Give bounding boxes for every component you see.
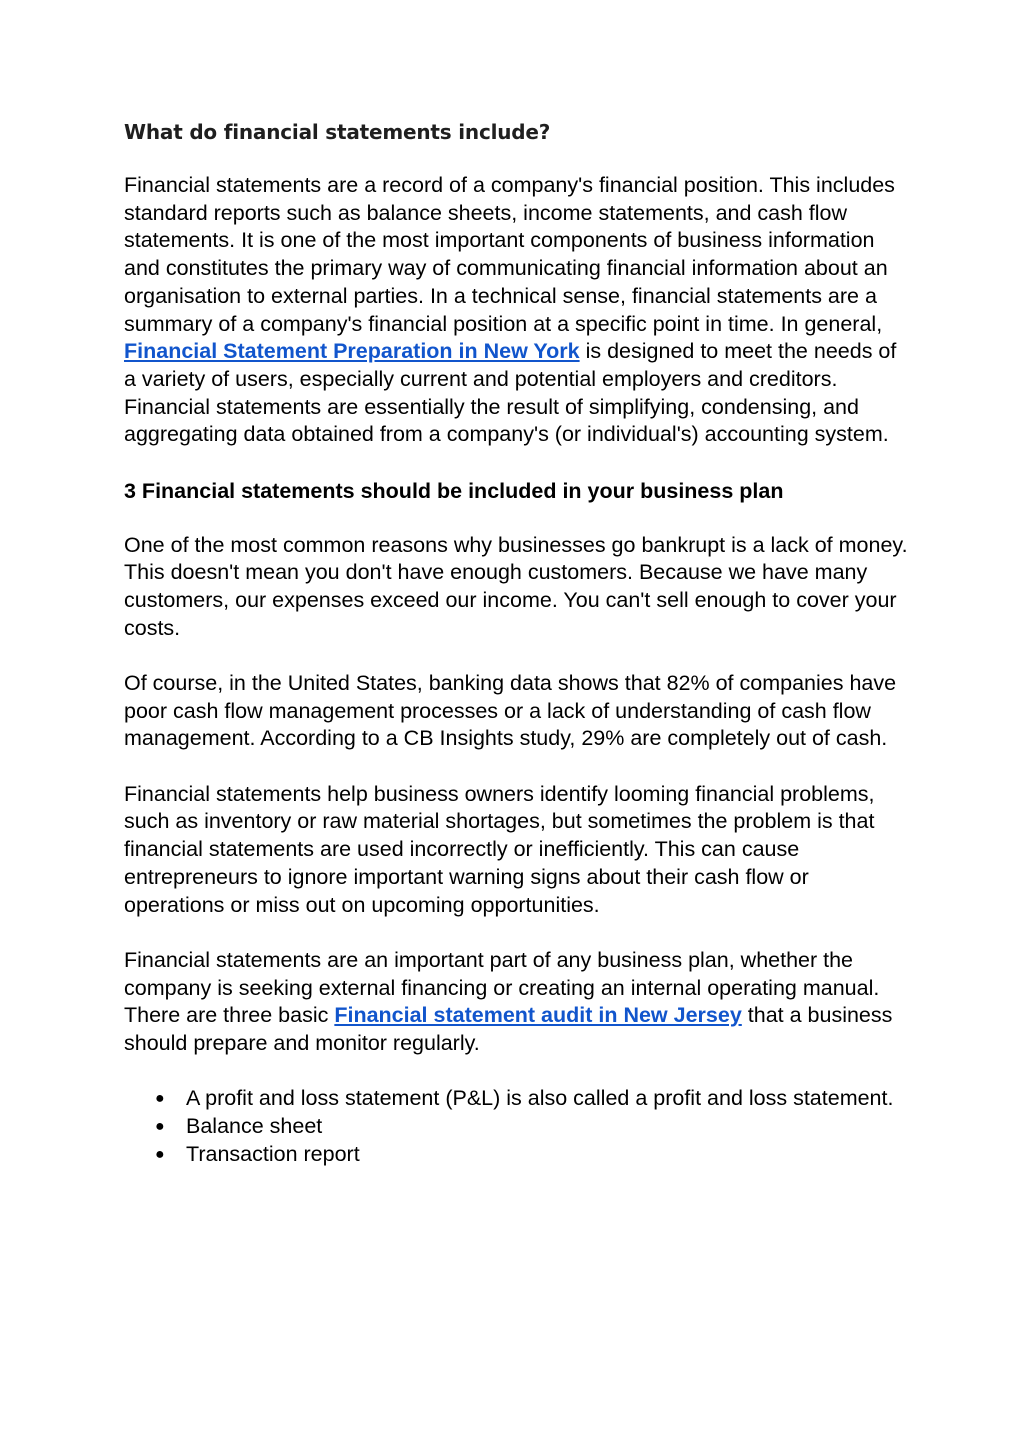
statements-list: [124, 1085, 914, 1168]
intro-paragraph: [124, 172, 914, 449]
list-item-text: Balance sheet: [186, 1113, 323, 1138]
bullet-icon: ●: [155, 1117, 165, 1135]
financial-statement-preparation-link[interactable]: Financial Statement Preparation in New York: [124, 339, 580, 364]
bullet-icon: ●: [155, 1145, 165, 1163]
bankruptcy-paragraph: One of the most common reasons why businesses go bankrupt is a lack of money. This doesn't mean you don't have enough customers. Because we have many customers, our expenses exceed our income. You can't sell enough to cover your costs.: [124, 532, 908, 640]
intro-text-after: is designed to meet the needs of a variety of users, especially current and potential employers and creditors. Financial statements are essentially the result of simplifying, condensing, and aggregating data obtained from a company's (or individual's) accounting system.: [124, 339, 897, 447]
section-heading: 3 Financial statements should be included in your business plan: [124, 478, 784, 503]
document-page: [124, 118, 914, 1168]
intro-text-before: Financial statements are a record of a company's financial position. This includes standard reports such as balance sheets, income statements, and cash flow statements. It is one of the most important components of business information and constitutes the primary way of communicating financial information about an organisation to external parties. In a technical sense, financial statements are a summary of a company's financial position at a specific point in time. In general,: [124, 173, 895, 336]
list-item-text: Transaction report: [186, 1141, 360, 1166]
business-plan-paragraph: [124, 947, 914, 1058]
problems-paragraph: Financial statements help business owners identify looming financial problems, such as inventory or raw material shortages, but sometimes the problem is that financial statements are used incorrectly or inefficiently. This can cause entrepreneurs to ignore important warning signs about their cash flow or operations or miss out on upcoming opportunities.: [124, 781, 875, 917]
bullet-icon: ●: [155, 1090, 165, 1108]
cash-flow-paragraph: Of course, in the United States, banking data shows that 82% of companies have poor cash flow management processes or a lack of understanding of cash flow management. According to a CB Insights study, 29% are completely out of cash.: [124, 671, 897, 751]
list-item-text: A profit and loss statement (P&L) is also called a profit and loss statement.: [186, 1086, 894, 1111]
page-title: What do financial statements include?: [124, 120, 551, 144]
list-item: [155, 1141, 914, 1169]
business-plan-text-after: that a business should prepare and monitor regularly.: [124, 1003, 893, 1055]
list-item: [155, 1085, 914, 1113]
financial-statement-audit-link[interactable]: Financial statement audit in New Jersey: [334, 1003, 742, 1028]
business-plan-text-before: Financial statements are an important part of any business plan, whether the company is seeking external financing or creating an internal operating manual. There are three basic: [124, 947, 880, 1028]
list-item: [155, 1113, 914, 1141]
